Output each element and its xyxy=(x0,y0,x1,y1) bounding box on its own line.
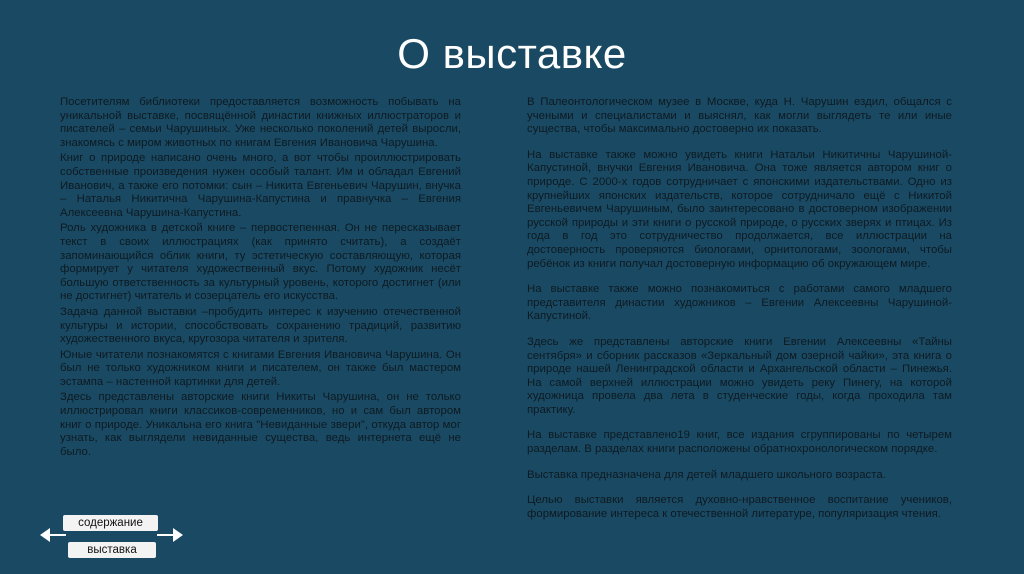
paragraph: В Палеонтологическом музее в Москве, куда Н. Чарушин ездил, общался с учеными и специалистами и выяснял, как могли выглядеть те или иные существа, чтобы максимально достоверно их показать. xyxy=(527,96,952,136)
paragraph: Посетителям библиотеки предоставляется возможность побывать на уникальной выставке, посвящённой династии книжных иллюстраторов и писателей – семьи Чарушиных. Уже несколько поколений детей выросли, знакомясь с миром животных по книгам Евгения Ивановича Чарушина. xyxy=(60,96,461,149)
paragraph: Целью выставки является духовно-нравственное воспитание учеников, формирование интереса к отечественной литературе, популяризация чтения. xyxy=(527,494,952,520)
contents-button[interactable]: содержание xyxy=(63,515,158,531)
paragraph: Задача данной выставки –пробудить интерес к изучению отечественной культуры и истории, способствовать сохранению традиций, развитию художественного вкуса, кругозора читателя и зрителя. xyxy=(60,305,461,346)
paragraph: На выставке также можно познакомиться с работами самого младшего представителя династии художников – Евгении Алексеевны Чарушиной-Капустиной. xyxy=(527,283,952,323)
paragraph: На выставке представлено19 книг, все издания сгруппированы по четырем разделам. В разделах книги расположены обратнохронологическом порядке. xyxy=(527,429,952,456)
right-text-column xyxy=(527,96,952,533)
paragraph: Роль художника в детской книге – первостепенная. Он не пересказывает текст в своих иллюстрациях (как принято считать), а создаёт запоминающийся облик книги, ту эстетическую составляющую, которая формирует у читателя художественный вкус. Потому художник несёт большую ответственность за культурный уровень, которого достигнет (или не достигнет) читатель и созерцатель его искусства. xyxy=(60,222,461,303)
paragraph: Выставка предназначена для детей младшего школьного возраста. xyxy=(527,468,886,481)
exhibition-button[interactable]: выставка xyxy=(68,542,156,558)
paragraph: На выставке также можно увидеть книги Натальи Никитичны Чарушиной-Капустиной, внучки Евгения Ивановича. Она тоже является автором книг о природе. С 2000-х годов сотрудничает с японскими издательствами. Одно из крупнейших японских издательств, которое сотрудничало ещё с Никитой Евгеньевичем Чарушиным, было заинтересовано в достоверном изображении русской природы и эти книги о русской природе, о русских зверях и птицах. Из года в год это сотрудничество продолжается, все иллюстрации на достоверность проверяются биологами, орнитологами, зоологами, чтобы ребёнок из книги получал достоверную информацию об окружающем мире. xyxy=(527,148,952,270)
paragraph: Здесь же представлены авторские книги Евгении Алексеевны «Тайны сентября» и сборник рассказов «Зеркальный дом озерной чайки», эта книга о природе нашей Ленинградской области и Архангельской области – Пинежья. На самой верхней иллюстрации можно увидеть реку Пинегу, на которой художница провела два лета в студенческие годы, когда проходила там практику. xyxy=(527,335,952,416)
paragraph: Здесь представлены авторские книги Никиты Чарушина, он не только иллюстрировал книги классиков-современников, но и сам был автором книг о природе. Уникальна его книга "Невиданные звери", откуда автор мог узнать, как выглядели невиданные существа, ведь интернета ещё не было. xyxy=(60,391,461,458)
left-text-column xyxy=(60,96,461,461)
nav-arrow-right-icon[interactable] xyxy=(156,527,184,543)
paragraph: Юные читатели познакомятся с книгами Евгения Ивановича Чарушина. Он был не только художником книги и писателем, он также был мастером эстампа – настенной картинки для детей. xyxy=(60,348,461,388)
page-title: О выставке xyxy=(397,30,627,77)
paragraph: Книг о природе написано очень много, а вот чтобы проиллюстрировать собственные произведения нужен особый талант. Им и обладал Евгений Иванович, а также его потомки: сын – Никита Евгеньевич Чарушин, внучка – Наталья Никитична Чарушина-Капустина и правнучка – Евгения Алексеевна Чарушина-Капустина. xyxy=(60,152,461,219)
